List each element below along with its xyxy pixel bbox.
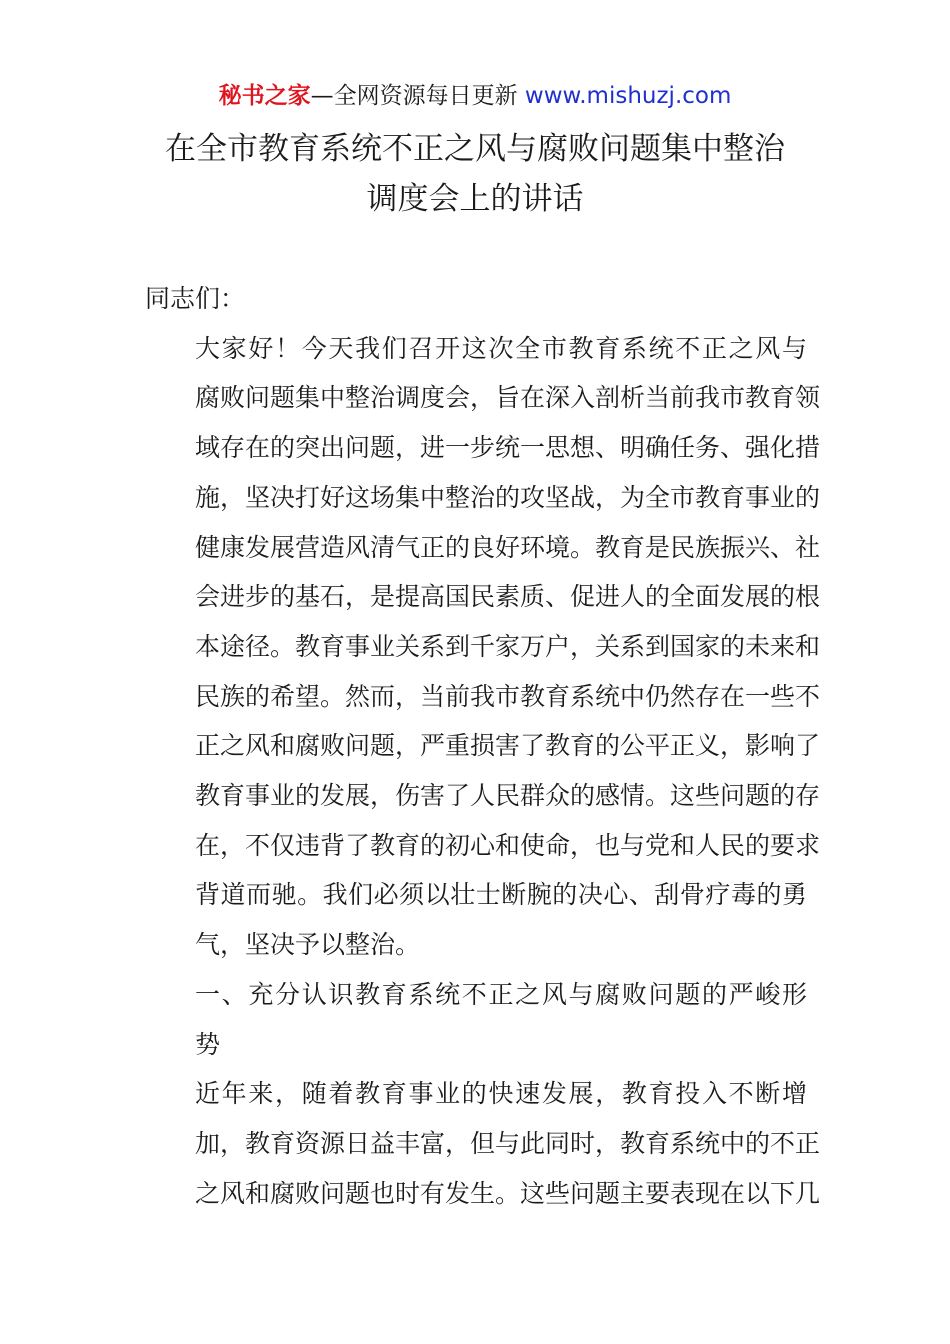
text-line: 近年来，随着教育事业的快速发展，教育投入不断增 — [195, 1079, 807, 1109]
title-line: 调度会上的讲话 — [366, 181, 584, 217]
site-tagline: —全网资源每日更新 — [310, 83, 525, 109]
site-brand: 秘书之家 — [218, 83, 311, 109]
document-title — [0, 124, 950, 224]
text-line: 施，坚决打好这场集中整治的攻坚战，为全市教育事业的 — [195, 482, 821, 512]
text-line: 在，不仅违背了教育的初心和使命，也与党和人民的要求 — [195, 830, 821, 860]
text-line: 气，坚决予以整治。 — [195, 930, 421, 960]
text-line: 腐败问题集中整治调度会，旨在深入剖析当前我市教育领 — [195, 383, 821, 413]
document-body — [145, 274, 821, 1218]
text-line: 正之风和腐败问题，严重损害了教育的公平正义，影响了 — [195, 731, 821, 761]
title-line: 在全市教育系统不正之风与腐败问题集中整治 — [165, 131, 785, 167]
text-line: 之风和腐败问题也时有发生。这些问题主要表现在以下几 — [195, 1178, 821, 1208]
text-line: 加，教育资源日益丰富，但与此同时，教育系统中的不正 — [195, 1128, 821, 1158]
text-line: 民族的希望。然而，当前我市教育系统中仍然存在一些不 — [195, 681, 821, 711]
text-line: 大家好！今天我们召开这次全市教育系统不正之风与 — [195, 333, 807, 363]
text-line: 域存在的突出问题，进一步统一思想、明确任务、强化措 — [195, 433, 821, 463]
text-line: 健康发展营造风清气正的良好环境。教育是民族振兴、社 — [195, 532, 821, 562]
paragraph-intro — [145, 324, 821, 970]
text-line: 一、充分认识教育系统不正之风与腐败问题的严峻形 — [195, 979, 807, 1009]
text-line: 背道而驰。我们必须以壮士断腕的决心、刮骨疗毒的勇 — [195, 880, 807, 910]
section-heading — [145, 970, 807, 1069]
text-line: 会进步的基石，是提高国民素质、促进人的全面发展的根 — [195, 582, 821, 612]
site-url-link[interactable]: www.mishuzj.com — [524, 83, 732, 109]
text-line: 势 — [195, 1029, 221, 1059]
site-header — [0, 78, 950, 114]
text-line: 本途径。教育事业关系到千家万户，关系到国家的未来和 — [195, 631, 821, 661]
text-line: 教育事业的发展，伤害了人民群众的感情。这些问题的存 — [195, 781, 821, 811]
paragraph-section-one — [145, 1069, 821, 1218]
salutation: 同志们： — [145, 284, 246, 313]
